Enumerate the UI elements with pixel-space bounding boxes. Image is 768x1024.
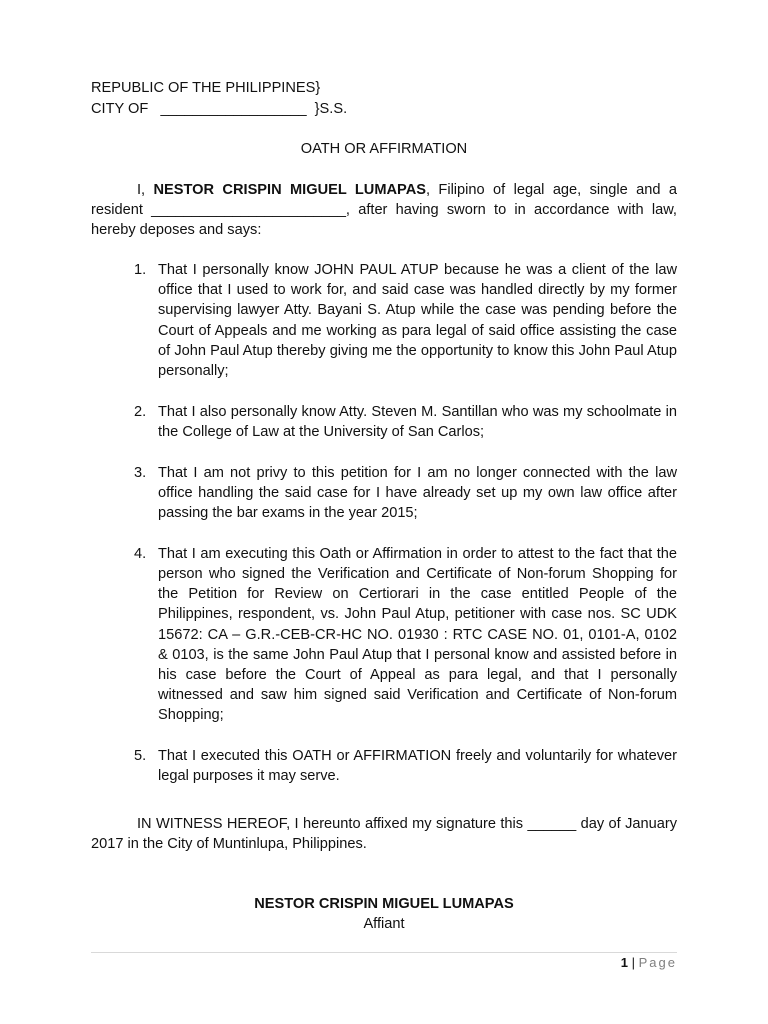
item-number: 1. xyxy=(134,262,147,278)
item-text: That I personally know JOHN PAUL ATUP because he was a client of the law office that I used to work for, and said case was handled directly by my former supervising lawyer Atty. Bayani S. Atup while the case was pending before the Court of Appeals and me working as para legal of said office assisting the case of John Paul Atup thereby giving me the opportunity to know this John Paul Atup personally; xyxy=(158,262,677,380)
item-number: 5. xyxy=(134,748,147,765)
item-number: 2. xyxy=(134,403,147,420)
statement-item xyxy=(91,463,677,524)
footer-separator: | xyxy=(628,955,639,970)
item-text: That I am not privy to this petition for I am no longer connected with the law office handling the said case for I have already set up my own law office after passing the bar exams in the year 2015; xyxy=(158,464,677,522)
item-text: That I also personally know Atty. Steven M. Santillan who was my schoolmate in the College of Law at the University of San Carlos; xyxy=(158,403,677,440)
statement-list xyxy=(91,260,677,807)
intro-prefix: I, xyxy=(137,182,154,198)
footer-divider xyxy=(91,952,677,953)
statement-item xyxy=(91,746,677,786)
intro-rest: , Filipino of legal age, single and a resident ________________________, after having sworn to in accordance with law, hereby deposes and says: xyxy=(91,182,677,239)
statement-item xyxy=(91,260,677,381)
caption-city: CITY OF __________________ }S.S. xyxy=(91,101,348,117)
page-footer xyxy=(621,955,677,970)
item-number: 4. xyxy=(134,545,147,562)
document-title: OATH OR AFFIRMATION xyxy=(300,141,468,157)
page-label: Page xyxy=(638,955,677,970)
affiant-name: NESTOR CRISPIN MIGUEL LUMAPAS xyxy=(153,182,426,198)
caption-republic: REPUBLIC OF THE PHILIPPINES} xyxy=(91,80,321,96)
signature-role: Affiant xyxy=(363,916,405,932)
intro-paragraph xyxy=(91,180,677,241)
signature-name: NESTOR CRISPIN MIGUEL LUMAPAS xyxy=(254,896,514,912)
statement-item xyxy=(91,402,677,442)
statement-item xyxy=(91,544,677,726)
item-text: That I executed this OATH or AFFIRMATION freely and voluntarily for whatever legal purposes it may serve. xyxy=(158,748,677,785)
item-number: 3. xyxy=(134,464,147,481)
item-text: That I am executing this Oath or Affirmation in order to attest to the fact that the person who signed the Verification and Certificate of Non-forum Shopping for the Petition for Review on Certiorari in the case entitled People of the Philippines, respondent, vs. John Paul Atup, petitioner with case nos. SC UDK 15672: CA – G.R.-CEB-CR-HC NO. 01930 : RTC CASE NO. 01, 0101-A, 0102 & 0103, is the same John Paul Atup that I personal know and assisted before in his case before the Court of Appeal as para legal, and that I personally witnessed and saw him signed said Verification and Certificate of Non-forum Shopping; xyxy=(158,545,677,724)
page-number: 1 xyxy=(620,955,629,970)
witness-paragraph: IN WITNESS HEREOF, I hereunto affixed my signature this ______ day of January 2017 in the City of Muntinlupa, Philippines. xyxy=(91,816,677,853)
venue-caption xyxy=(91,78,347,120)
